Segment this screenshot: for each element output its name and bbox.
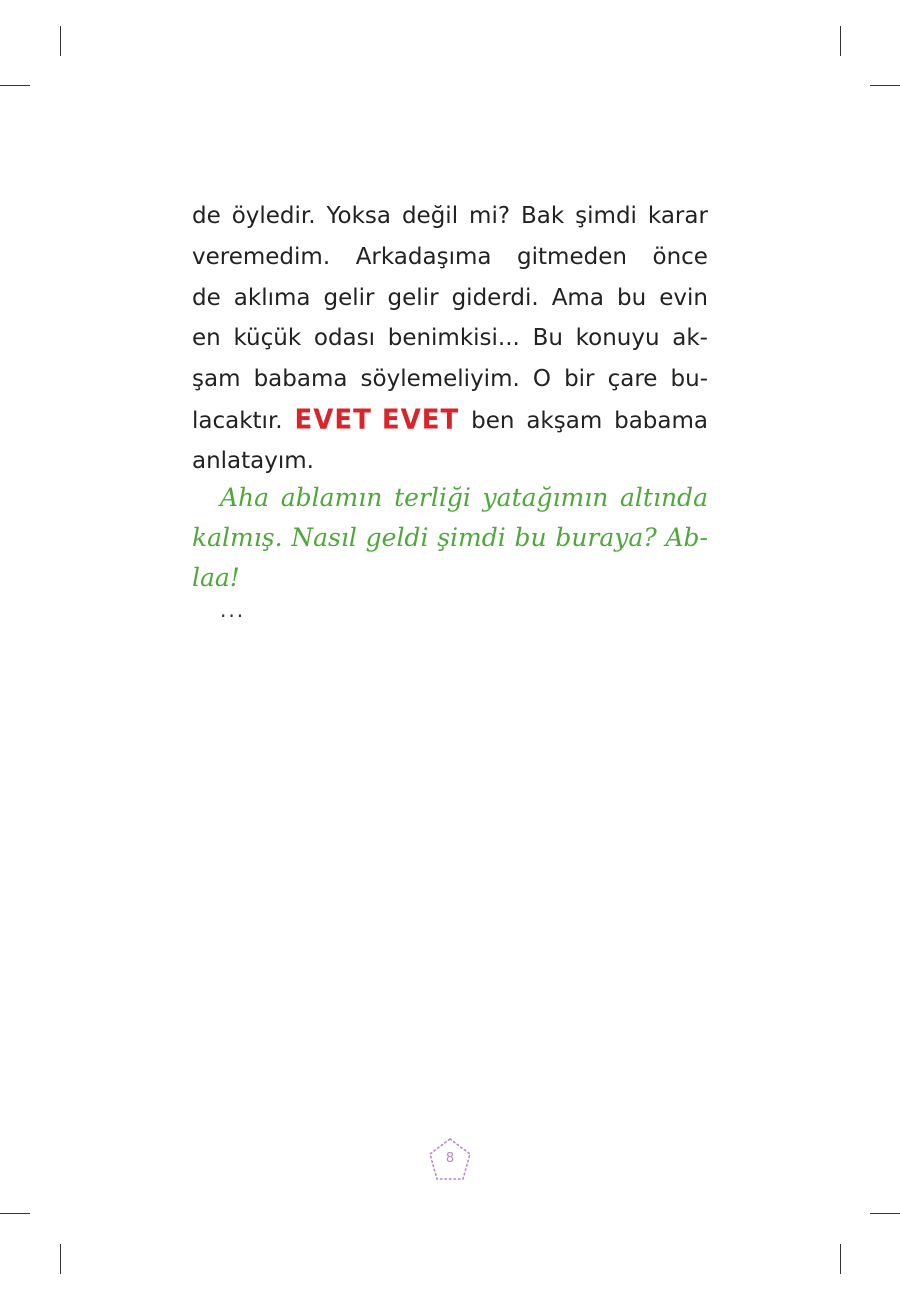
body-line-2 (192, 237, 708, 278)
word: bu- (670, 366, 708, 393)
crop-mark-bottom-left-h (0, 1213, 30, 1214)
word: ak- (672, 325, 708, 352)
body-line-7 (192, 441, 708, 482)
word: lacaktır. (192, 407, 283, 434)
word: altında (620, 483, 708, 512)
word: de (192, 284, 221, 311)
word: şimdi (437, 523, 506, 552)
word: de (192, 203, 221, 229)
word: söylemeliyim. (360, 366, 520, 393)
word: terliği (394, 483, 471, 512)
word: değil (401, 203, 459, 229)
page-number: 8 (445, 1151, 455, 1166)
word: bu (514, 523, 547, 552)
word: O (532, 366, 551, 393)
word: Bu (532, 325, 563, 352)
word: Nasıl (291, 523, 357, 552)
word: odası (313, 325, 376, 352)
word: Ab- (665, 523, 708, 552)
word: Arkadaşıma (355, 243, 492, 270)
crop-mark-bottom-left (60, 1244, 61, 1274)
word: bu (616, 284, 647, 311)
word: giderdi. (451, 284, 539, 311)
word: evin (659, 284, 708, 311)
crop-mark-bottom-right-h (870, 1213, 900, 1214)
green-passage (192, 478, 708, 598)
word: anlatayım. (192, 447, 314, 474)
word: babama (253, 366, 348, 393)
word: Bak (521, 203, 565, 229)
body-line-1 (192, 196, 708, 237)
word: veremedim. (192, 243, 331, 270)
word: akşam (526, 407, 603, 434)
word: karar (647, 203, 708, 229)
green-line-3 (192, 558, 708, 598)
body-line-6 (192, 400, 708, 441)
word: konuyu (575, 325, 660, 352)
crop-mark-bottom-right (840, 1244, 841, 1274)
word: Aha (220, 483, 270, 512)
word: ablamın (280, 483, 383, 512)
word: mi? (469, 203, 511, 229)
word: geldi (365, 523, 429, 552)
word: laa! (192, 563, 240, 592)
ellipsis: ... (220, 598, 246, 622)
emphasis-evet-evet: EVET EVET (294, 404, 460, 436)
body-line-3 (192, 278, 708, 319)
word: buraya? (555, 523, 657, 552)
word: ben (471, 407, 515, 434)
word: yatağımın (482, 483, 609, 512)
word: çare (607, 366, 658, 393)
word: gelir (323, 284, 375, 311)
word: önce (652, 243, 708, 270)
crop-mark-top-right-h (870, 85, 900, 86)
word: gelir (387, 284, 439, 311)
body-line-5 (192, 359, 708, 400)
body-line-4 (192, 318, 708, 359)
word: şam (192, 366, 241, 393)
word: küçük (233, 325, 302, 352)
word: Ama (551, 284, 604, 311)
word: en (192, 325, 221, 352)
word: babama (614, 407, 708, 434)
word: bir (564, 366, 595, 393)
word: Yoksa (326, 203, 391, 229)
word: öyledir. (231, 203, 316, 229)
word: şimdi (575, 203, 637, 229)
crop-mark-top-left-h (0, 85, 30, 86)
body-text (192, 196, 708, 482)
green-line-2 (192, 518, 708, 558)
word: kalmış. (192, 523, 283, 552)
word: gitmeden (517, 243, 627, 270)
word: aklıma (233, 284, 311, 311)
page-number-badge (426, 1136, 474, 1184)
crop-mark-top-right (840, 26, 841, 56)
crop-mark-top-left (60, 26, 61, 56)
word: benimkisi... (387, 325, 520, 352)
green-line-1 (192, 478, 708, 518)
